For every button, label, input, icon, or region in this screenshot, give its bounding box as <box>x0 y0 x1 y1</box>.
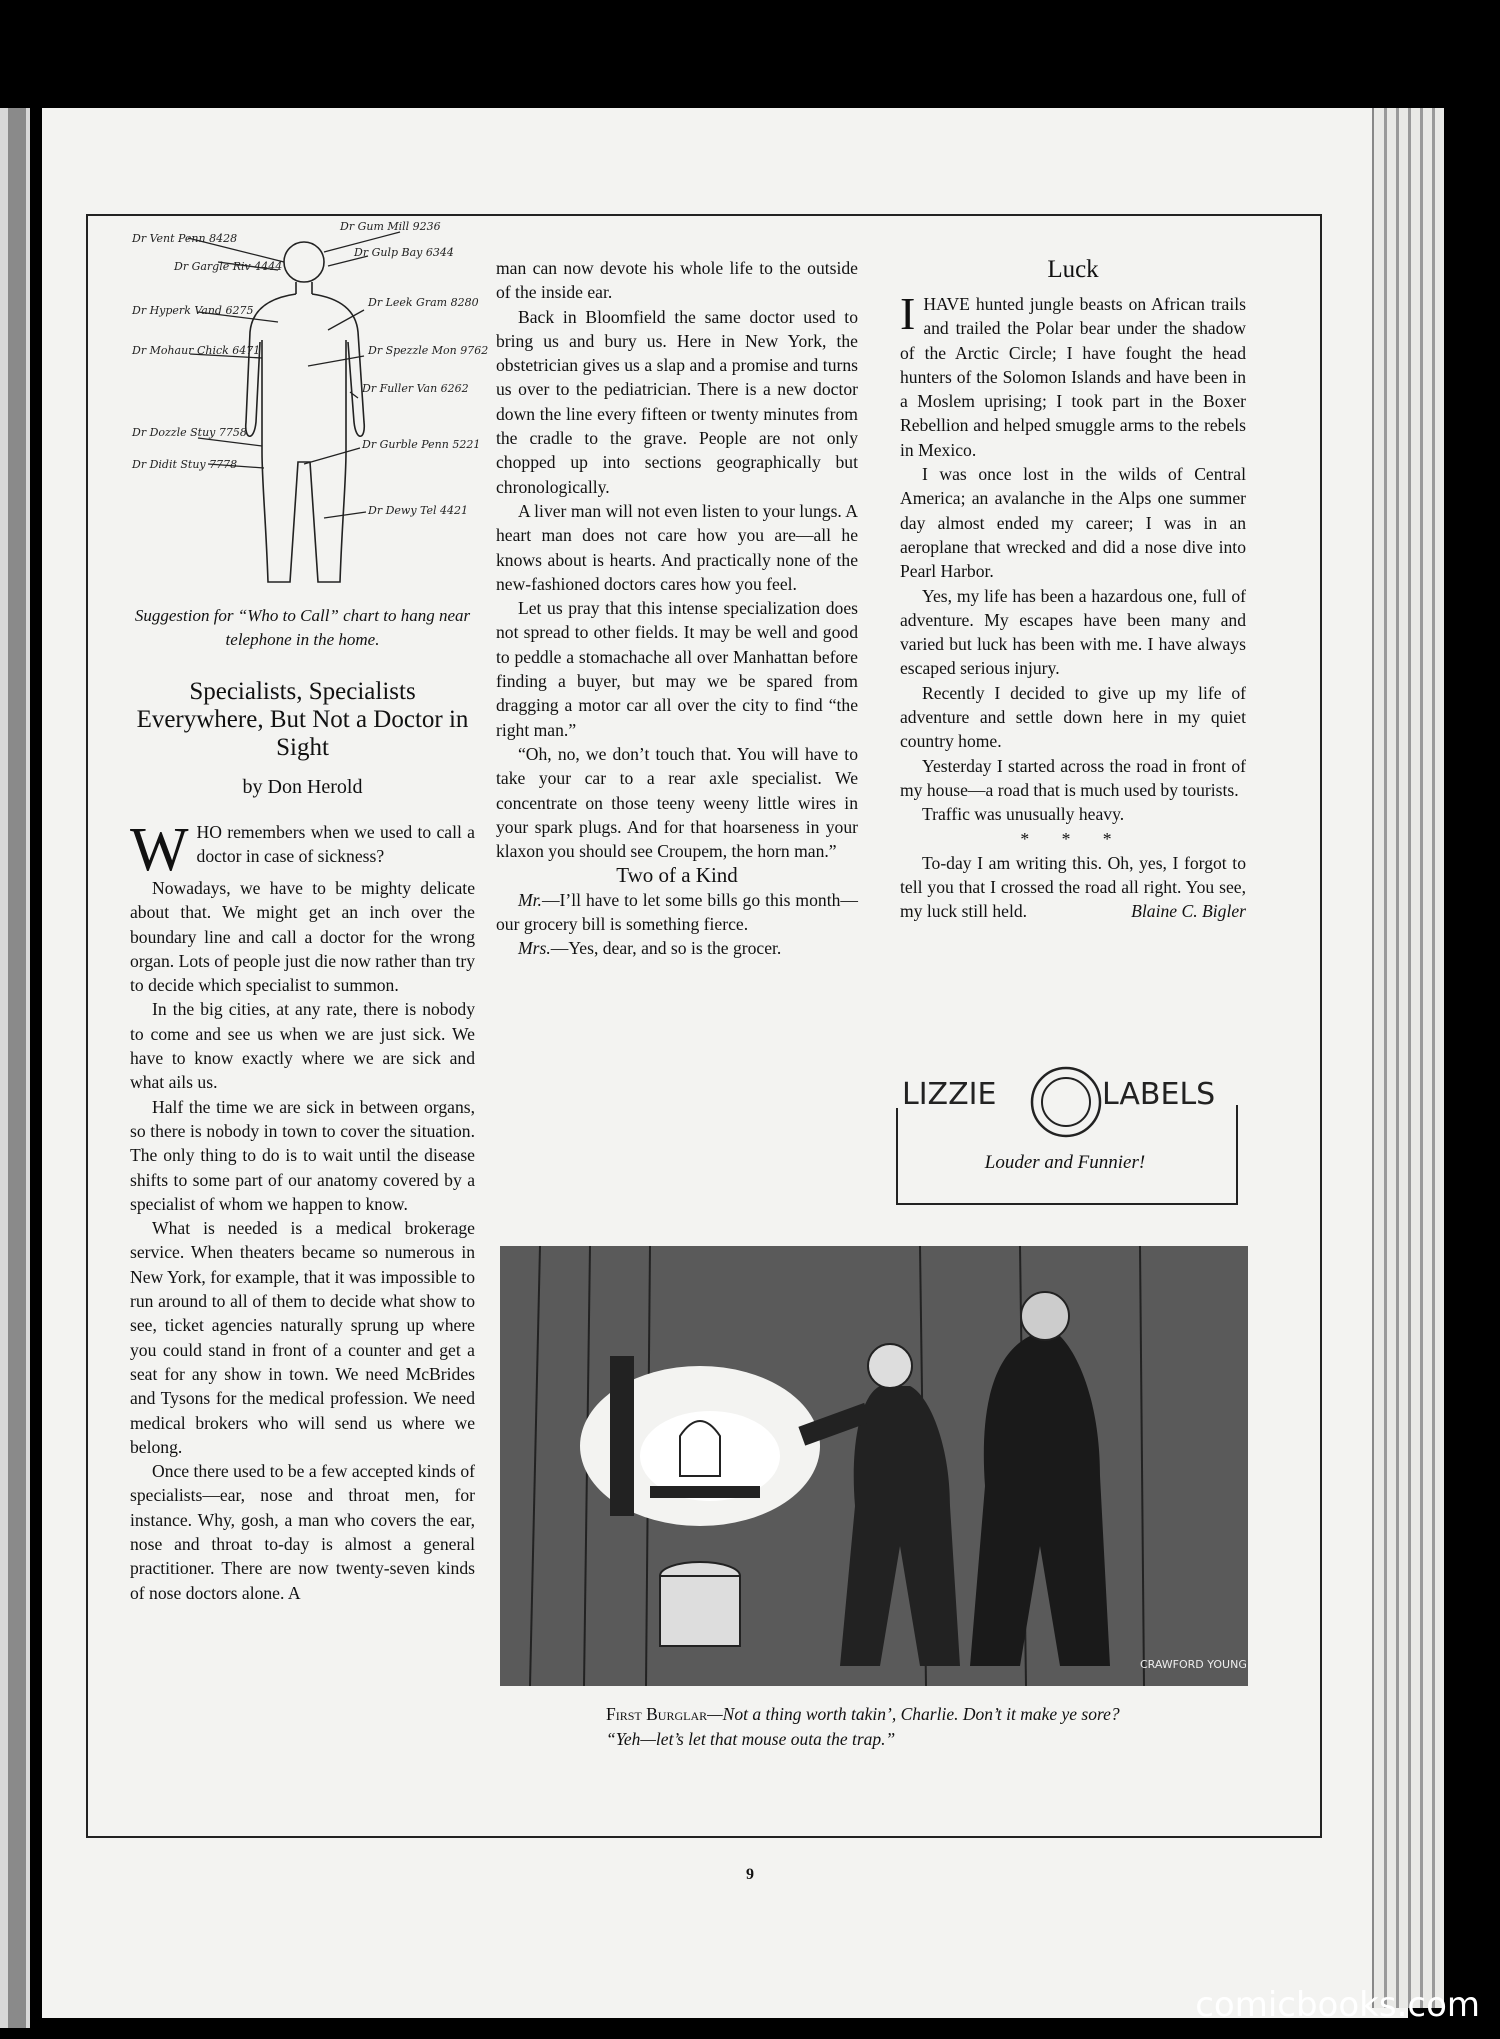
caption-speaker: First Burglar <box>606 1704 708 1724</box>
svg-text:LIZZIE: LIZZIE <box>902 1077 997 1112</box>
diagram-label: Dr Gum Mill 9236 <box>340 220 441 233</box>
paragraph: To-day I am writing this. Oh, yes, I forgot to tell you that I crossed the road all right. You see, my luck still held. Blaine C. Bigler <box>900 851 1246 924</box>
paragraph: Half the time we are sick in between organs, so there is nobody in town to cover the situation. The only thing to do is to wait until the disease shifts to some part of our anatomy covered by a specialist of whom we happen to know. <box>130 1096 475 1214</box>
paragraph: Yesterday I started across the road in front of my house—a road that is much used by tourists. <box>900 755 1246 800</box>
author-signature: Blaine C. Bigler <box>1131 901 1246 922</box>
diagram-label: Dr Hyperk Vand 6275 <box>132 304 254 317</box>
article-column-1 <box>130 816 475 1605</box>
paragraph: Once there used to be a few accepted kinds of specialists—ear, nose and throat men, for instance. Why, gosh, a man who covers the ear, nose and throat to-day is almost a general practitioner. There are now twenty-seven kinds of nose doctors alone. A <box>130 1461 475 1603</box>
joke-line-mr: Mr.—I’ll have to let some bills go this month—our grocery bill is something fierce. <box>496 889 858 935</box>
diagram-label: Dr Spezzle Mon 9762 <box>368 344 489 357</box>
luck-first-paragraph: IHAVE hunted jungle beasts on African trails and trailed the Polar bear under the shadow of the Arctic Circle; I have fought the head hunters of the Solomon Islands and have been in a Moslem uprising; I took part in the Boxer Rebellion and helped smuggle arms to the rebels in Mexico. <box>900 288 1246 460</box>
svg-text:LABELS: LABELS <box>1102 1077 1216 1112</box>
diagram-label: Dr Gulp Bay 6344 <box>354 246 454 259</box>
joke-title: Two of a Kind <box>616 863 738 888</box>
paragraph: A liver man will not even listen to your lungs. A heart man does not care how you are—all he knows about is hearts. And practically none of the new-fashioned doctors cares how you feel. <box>496 500 858 594</box>
luck-column <box>900 256 1246 924</box>
page-number: 9 <box>746 1866 754 1883</box>
diagram-label: Dr Dozzle Stuy 7758 <box>132 426 247 439</box>
diagram-label: Dr Didit Stuy 7778 <box>132 458 238 471</box>
article-title: Specialists, Specialists Everywhere, But Not a Doctor in Sight <box>136 678 469 761</box>
paragraph: I was once lost in the wilds of Central America; an avalanche in the Alps one summer day almost ended my career; I was in an aeroplane that wrecked and did a nose dive into Pearl Harbor. <box>900 464 1246 582</box>
drop-cap: I <box>900 288 916 339</box>
diagram-label: Dr Dewy Tel 4421 <box>368 504 469 517</box>
paragraph: In the big cities, at any rate, there is nobody to come and see us when we are just sick. We have to know exactly where we are sick and what ails us. <box>130 999 475 1093</box>
caption-line-2: “Yeh—let’s let that mouse outa the trap.” <box>606 1729 896 1749</box>
who-to-call-diagram <box>128 220 489 598</box>
paragraph: Back in Bloomfield the same doctor used to bring us and bury us. Here in New York, the obstetrician gives us a slap and a promise and turns us over to the pediatrician. There is a new doctor down the line every fifteen or twenty minutes from the cradle to the grave. People are not only chopped up into sections geographically but chronologically. <box>496 306 858 497</box>
watermark: comicbooks.com <box>1195 1985 1480 2025</box>
caption-line-1: —Not a thing worth takin’, Charlie. Don’t it make ye sore? <box>707 1704 1120 1724</box>
lizzie-tagline: Louder and Funnier! <box>984 1152 1146 1173</box>
paragraph: man can now devote his whole life to the outside of the inside ear. <box>496 258 858 303</box>
paragraph: Nowadays, we have to be mighty delicate about that. We might get an inch over the boundary line and call a doctor for the wrong organ. Lots of people just die now rather than try to decide which specialist to summon. <box>130 878 475 996</box>
article-column-2 <box>496 256 858 961</box>
facing-page-edge <box>0 108 30 2028</box>
paragraph: Yes, my life has been a hazardous one, full of adventure. My escapes have been many and varied but luck has been with me. I have always escaped serious injury. <box>900 585 1246 679</box>
paragraph: “Oh, no, we don’t touch that. You will have to take your car to a rear axle specialist. We concentrate on those teeny weeny little wires in your spark plugs. And for that hoarseness in your klaxon you should see Croupem, the horn man.” <box>496 743 858 862</box>
diagram-label: Dr Gargle Riv 4444 <box>174 260 283 273</box>
paragraph: Recently I decided to give up my life of adventure and settle down here in my quiet country home. <box>900 682 1246 752</box>
artist-signature: CRAWFORD YOUNG <box>1140 1658 1247 1671</box>
diagram-caption: Suggestion for “Who to Call” chart to hang near telephone in the home. <box>134 606 471 649</box>
luck-title: Luck <box>1047 256 1099 283</box>
section-stars: * * * <box>1020 828 1126 849</box>
diagram-label: Dr Fuller Van 6262 <box>362 382 469 395</box>
article-byline: by Don Herold <box>242 776 363 798</box>
page-stack-edge <box>1372 108 1444 2008</box>
diagram-label: Dr Gurble Penn 5221 <box>362 438 481 451</box>
cartoon-caption <box>566 1702 1256 1752</box>
diagram-label: Dr Vent Penn 8428 <box>132 232 238 245</box>
diagram-label: Dr Mohaur Chick 6471 <box>132 344 261 357</box>
drop-cap: W <box>130 816 189 884</box>
paragraph: Let us pray that this intense specialization does not spread to other fields. It may be well and good to peddle a stomachache all over Manhattan before finding a buyer, but may we be spared from dragging a motor car all over the city to find “the right man.” <box>496 598 858 740</box>
burglar-cartoon <box>500 1246 1248 1686</box>
paragraph: What is needed is a medical brokerage service. When theaters became so numerous in New York, for example, that it was impossible to run around to all of them to decide what show to see, ticket agencies naturally sprung up where you could stand in front of a counter and get a seat for any show in town. We need McBrides and Tysons for the medical profession. We need medical brokers who will send us where we belong. <box>130 1218 475 1457</box>
diagram-label: Dr Leek Gram 8280 <box>368 296 479 309</box>
paragraph: Traffic was unusually heavy. <box>922 804 1125 825</box>
first-paragraph: WHO remembers when we used to call a doctor in case of sickness? <box>130 816 475 884</box>
joke-line-mrs: Mrs.—Yes, dear, and so is the grocer. <box>518 938 782 959</box>
